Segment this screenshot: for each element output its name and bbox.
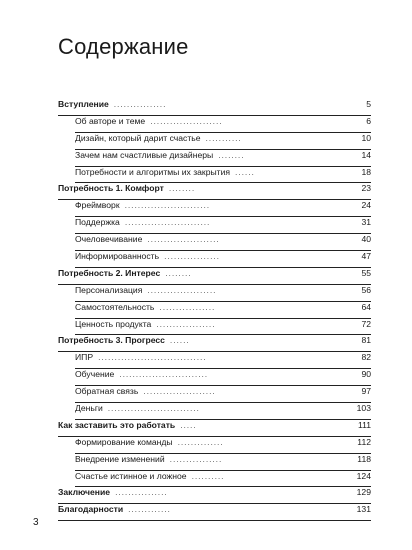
toc-entry-title: Персонализация (75, 284, 143, 295)
toc-entry-page: 90 (361, 369, 371, 380)
toc-entry-leader: .......................... (124, 217, 211, 228)
toc-entry-leader: ...... (169, 335, 190, 346)
toc-entry-title: Очеловечивание (75, 234, 143, 245)
toc-entry-title: Счастье истинное и ложное (75, 470, 187, 481)
toc-entry-leader: ............................ (107, 403, 200, 414)
page-title: Содержание (58, 34, 189, 59)
toc-entry-leader: ................ (115, 487, 168, 498)
toc-entry-page: 18 (361, 166, 371, 177)
toc-entry (58, 319, 371, 336)
toc-entry-page: 131 (356, 504, 371, 515)
toc-entry-title: Информированность (75, 251, 160, 262)
toc-entry-title: Благодарности (58, 504, 124, 515)
toc-entry-leader: ................ (169, 453, 223, 464)
toc-entry (58, 504, 371, 521)
toc-entry (58, 437, 371, 454)
toc-entry-leader: .......... (191, 470, 225, 481)
toc-entry-title: Зачем нам счастливые дизайнеры (75, 149, 214, 160)
toc-entry-leader: ..... (180, 419, 197, 430)
toc-entry (58, 234, 371, 251)
toc-entry-leader: .................. (156, 318, 216, 329)
toc-entry-leader: ........ (165, 267, 192, 278)
toc-entry (58, 335, 371, 352)
toc-entry-title: Заключение (58, 487, 111, 498)
toc-entry-leader: ................. (159, 301, 216, 312)
toc-entry-page: 6 (366, 115, 371, 126)
toc-entry-page: 64 (361, 301, 371, 312)
toc-entry-leader: ...................... (147, 234, 220, 245)
toc-entry (58, 352, 371, 369)
toc-entry (58, 403, 371, 420)
toc-entry-page: 55 (361, 267, 371, 278)
toc-entry-leader: .......................... (124, 200, 211, 211)
toc-entry-leader: ........ (168, 183, 196, 194)
toc-entry-title: Как заставить это работать (58, 419, 176, 430)
toc-entry-title: Фреймворк (75, 200, 120, 211)
toc-entry (58, 454, 371, 471)
toc-entry-page: 112 (357, 436, 371, 447)
toc-entry-page: 111 (357, 419, 371, 430)
toc-entry-page: 10 (361, 132, 371, 143)
toc-entry (58, 302, 371, 319)
toc-entry (58, 217, 371, 234)
toc-entry-title: Обучение (75, 369, 115, 380)
toc-entry-title: Формирование команды (75, 436, 173, 447)
toc-entry-title: Вступление (58, 99, 109, 109)
toc-entry (58, 268, 371, 285)
toc-entry-leader: ........................... (119, 369, 209, 380)
toc-entry (58, 99, 371, 116)
toc-entry-title: Обратная связь (75, 386, 139, 397)
toc-entry-page: 97 (361, 386, 371, 397)
toc-entry-title: Потребность 1. Комфорт (58, 183, 164, 194)
toc-entry (58, 487, 371, 504)
toc-entry-leader: ................ (113, 99, 167, 109)
toc-entry-leader: ...................... (143, 386, 216, 397)
toc-entry (58, 116, 371, 133)
toc-entry (58, 150, 371, 167)
toc-entry-page: 31 (361, 217, 371, 228)
toc-entry-leader: .............. (177, 436, 224, 447)
toc-entry-title: Потребность 2. Интерес (58, 267, 161, 278)
toc-entry-page: 124 (356, 470, 371, 481)
toc-entry-title: Потребности и алгоритмы их закрытия (75, 166, 231, 177)
toc-entry-title: Поддержка (75, 217, 120, 228)
toc-entry (58, 471, 371, 488)
toc-entry-title: Самостоятельность (75, 301, 155, 312)
toc-entry-page: 56 (361, 284, 371, 295)
toc-entry (58, 200, 371, 217)
toc-entry-page: 40 (361, 234, 371, 245)
toc-entry-title: Ценность продукта (75, 318, 152, 329)
toc-entry-leader: ............. (128, 504, 171, 515)
toc-entry (58, 183, 371, 200)
toc-entry-page: 103 (356, 403, 371, 414)
toc-entry (58, 420, 371, 437)
toc-entry-leader: ........... (205, 132, 242, 143)
toc-entry (58, 251, 371, 268)
page-number: 3 (33, 517, 39, 528)
toc-entry (58, 133, 371, 150)
toc-entry-page: 82 (361, 352, 371, 363)
toc-entry-leader: ................................. (98, 352, 207, 363)
toc-entry-title: Потребность 3. Прогресс (58, 335, 165, 346)
toc-entry-title: Об авторе и теме (75, 115, 146, 126)
toc-entry (58, 386, 371, 403)
toc-entry-page: 14 (361, 149, 371, 160)
toc-entry-leader: ..................... (147, 284, 217, 295)
toc-entry-page: 129 (356, 487, 371, 498)
toc-entry-leader: ...................... (150, 115, 223, 126)
toc-entry-page: 72 (361, 318, 371, 329)
table-of-contents (58, 99, 371, 521)
toc-entry-page: 5 (366, 99, 371, 109)
toc-entry-title: Деньги (75, 403, 103, 414)
toc-entry (58, 167, 371, 184)
toc-entry-leader: ........ (218, 149, 245, 160)
toc-entry-title: Внедрение изменений (75, 453, 165, 464)
toc-entry-page: 47 (361, 251, 371, 262)
toc-entry-title: Дизайн, который дарит счастье (75, 132, 201, 143)
toc-entry-title: ИПР (75, 352, 94, 363)
toc-entry (58, 369, 371, 386)
toc-entry-page: 81 (361, 335, 371, 346)
toc-entry-leader: ................. (164, 251, 220, 262)
toc-entry (58, 285, 371, 302)
toc-entry-page: 24 (361, 200, 371, 211)
toc-entry-leader: ...... (235, 166, 255, 177)
toc-entry-page: 23 (361, 183, 371, 194)
toc-entry-page: 118 (357, 453, 371, 464)
